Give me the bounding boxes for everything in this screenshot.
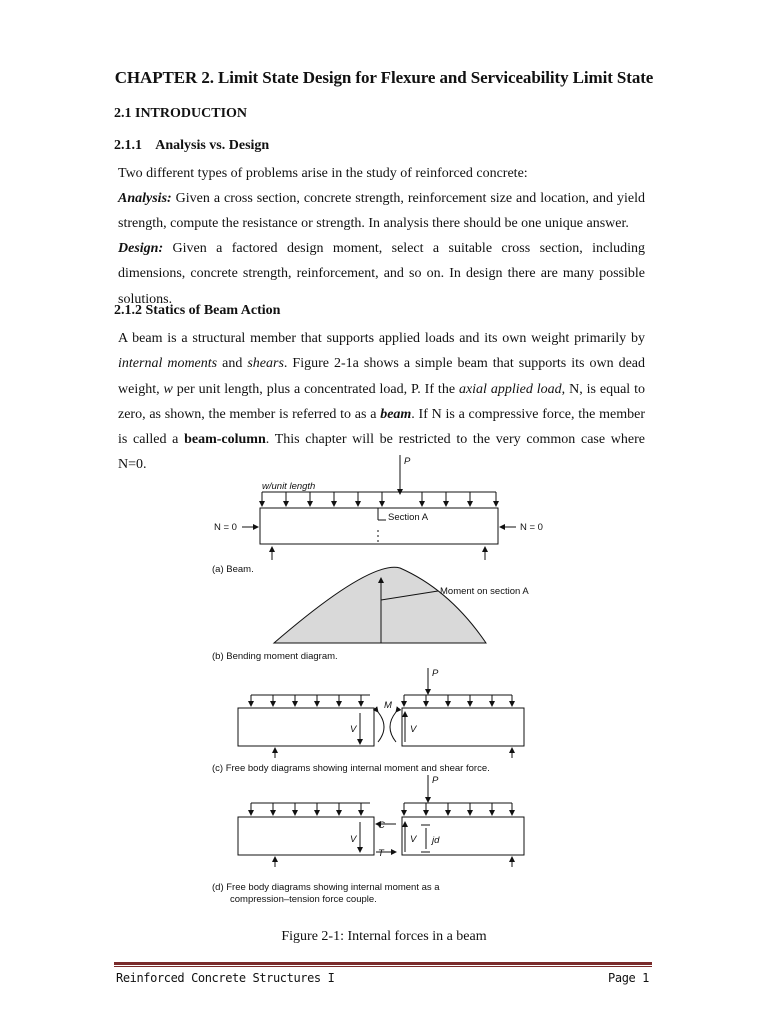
panel-b-moment-diagram	[212, 567, 529, 662]
svg-text:T: T	[378, 848, 384, 859]
footer-page-number: Page 1	[608, 971, 649, 985]
distributed-load-arrows	[262, 492, 496, 506]
beam-figure	[200, 450, 570, 920]
label-n-left: N = 0	[214, 522, 237, 533]
beam-term-shears: shears	[247, 356, 284, 372]
paragraph-intro-text: Two different types of problems arise in the study of reinforced concrete:	[118, 166, 528, 181]
footer-rule-thin	[114, 966, 652, 967]
design-text: Given a factored design moment, select a suitable cross section, including dimensions, concrete strength, reinforcement, and so on. In design there are many possible solutions.	[118, 241, 645, 307]
panel-d-force-couple	[212, 775, 524, 905]
beam-term-beam-column: beam-column	[184, 432, 266, 448]
analysis-label: Analysis:	[118, 191, 172, 206]
footer-course-title: Reinforced Concrete Structures I	[116, 971, 335, 985]
section-heading-statics: 2.1.2 Statics of Beam Action	[114, 303, 281, 318]
caption-d-line-2: compression–tension force couple.	[230, 894, 377, 905]
beam-figure-drawing	[200, 450, 570, 920]
beam-term-axial-load: axial applied load	[458, 381, 562, 397]
panel-a-beam	[212, 455, 543, 575]
paragraph-design	[118, 236, 645, 312]
caption-a: (a) Beam.	[212, 564, 254, 575]
label-jd: jd	[432, 835, 440, 846]
paragraph-intro	[118, 161, 645, 186]
beam-body	[260, 508, 498, 544]
moment-diagram-area	[274, 567, 486, 643]
beam-term-w: w	[163, 381, 173, 397]
label-p-a: P	[404, 456, 411, 467]
svg-text:P: P	[432, 775, 439, 786]
svg-text:P: P	[432, 668, 439, 679]
figure-caption: Figure 2-1: Internal forces in a beam	[281, 929, 487, 944]
svg-text:C: C	[378, 820, 385, 831]
beam-text-5: . Figure 2-1a shows a simple beam that supports its own dead weight,	[118, 356, 645, 397]
beam-text-1: A beam is a structural member that supports applied loads and its own weight primarily by	[118, 331, 645, 346]
beam-term-internal-moments: internal moments	[118, 356, 218, 372]
beam-text-3: and	[217, 356, 248, 372]
beam-text-11: . If N is a compressive force, the member is called a	[118, 406, 645, 448]
analysis-text: Given a cross section, concrete strength, reinforcement size and location, and yield strength, compute the resistance or strength. In analysis there should be one unique answer.	[118, 191, 645, 232]
label-moment-on-section-a: Moment on section A	[440, 586, 529, 597]
label-section-a: Section A	[388, 512, 429, 523]
svg-text:V: V	[350, 724, 357, 735]
beam-text-9: , N, is equal to zero, as shown, the member is referred to as a	[118, 381, 645, 422]
section-heading-introduction: 2.1 INTRODUCTION	[114, 106, 248, 121]
free-body-right	[402, 708, 524, 746]
beam-text-13: . This chapter will be restricted to the very common case where N=0.	[118, 432, 645, 473]
design-label: Design:	[118, 241, 164, 256]
panel-c-free-body	[212, 668, 524, 774]
beam-text-7: per unit length, plus a concentrated load, P. If the	[172, 381, 459, 397]
paragraph-analysis	[118, 186, 645, 237]
caption-c: (c) Free body diagrams showing internal moment and shear force.	[212, 763, 490, 774]
caption-d-line-1: (d) Free body diagrams showing internal moment as a	[212, 882, 440, 893]
label-m-c: M	[384, 700, 392, 711]
caption-b: (b) Bending moment diagram.	[212, 651, 338, 662]
beam-term-beam: beam	[380, 406, 412, 422]
footer-rule	[114, 962, 652, 965]
svg-text:V: V	[410, 724, 417, 735]
couple-body-right	[402, 817, 524, 855]
svg-text:V: V	[410, 834, 417, 845]
label-n-right: N = 0	[520, 522, 543, 533]
chapter-title: CHAPTER 2. Limit State Design for Flexure and Serviceability Limit State	[114, 68, 654, 87]
section-heading-analysis-vs-design: 2.1.1 Analysis vs. Design	[114, 138, 270, 153]
label-w-unit-length: w/unit length	[262, 481, 316, 492]
svg-text:V: V	[350, 834, 357, 845]
